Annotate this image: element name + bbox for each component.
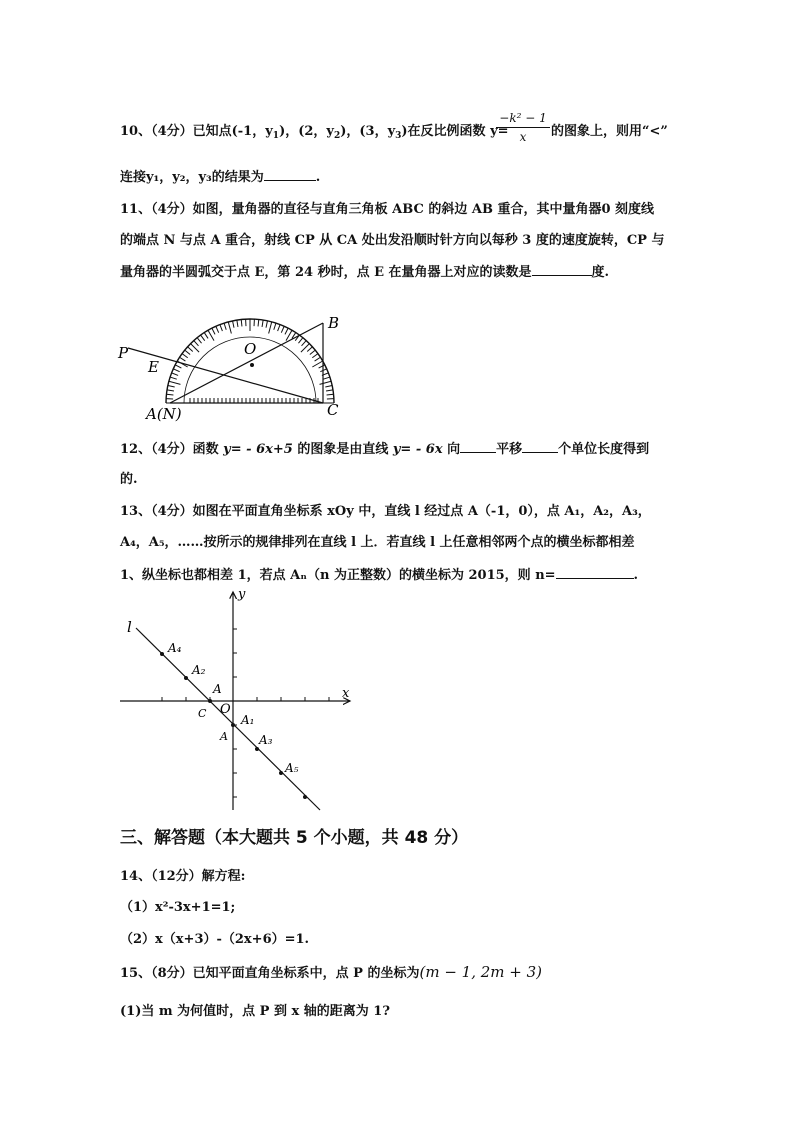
- sub: 1: [272, 131, 280, 141]
- q15-text: 15、（8分）已知平面直角坐标系中，点 P 的坐标为: [120, 966, 420, 981]
- q10-text: .: [315, 170, 321, 185]
- label-A5: A₅: [285, 761, 299, 775]
- q14-part2: （2）x（x+3）-（2x+6）=1.: [120, 932, 310, 947]
- q13-text: .: [633, 568, 639, 583]
- q10-text: )，(3，y: [340, 124, 396, 139]
- q14-title: 14、（12分）解方程:: [120, 869, 246, 884]
- label-x: x: [342, 686, 350, 701]
- label-l: l: [127, 618, 132, 636]
- q11-line2: 的端点 N 与点 A 重合，射线 CP 从 CA 处出发沿顺时针方向以每秒 3 度的速度旋转，CP 与: [120, 233, 665, 248]
- q12-formula: y= - 6x: [392, 442, 443, 457]
- q14-part1: （1）x²-3x+1=1;: [120, 900, 236, 915]
- q11-text: 量角器的半圆弧交于点 E，第 24 秒时，点 E 在量角器上对应的读数是: [120, 265, 532, 280]
- q13-line2: A₄，A₅，……按所示的规律排列在直线 l 上．若直线 l 上任意相邻两个点的横坐标都相差: [120, 535, 635, 550]
- q10-suffix: 的图象上，则用“<”: [551, 124, 668, 139]
- label-O: O: [244, 340, 257, 358]
- q11-text: 度.: [591, 265, 610, 280]
- q15-part1: (1)当 m 为何值时，点 P 到 x 轴的距离为 1?: [120, 1004, 390, 1019]
- label-A-lower: A: [220, 730, 228, 743]
- q12-line2: 的.: [120, 472, 138, 487]
- label-y: y: [238, 587, 246, 602]
- q10-text: )在反比例函数 y=: [401, 124, 509, 139]
- line-l: [136, 628, 320, 810]
- label-C: C: [327, 401, 339, 419]
- q13-line1: 13、（4分）如图在平面直角坐标系 xOy 中，直线 l 经过点 A（-1，0），点 A₁，A₂，A₃，: [120, 504, 651, 519]
- label-E: E: [148, 358, 159, 376]
- label-A3: A₃: [259, 733, 273, 747]
- sub: 3: [395, 131, 402, 141]
- q12-text: 平移: [496, 442, 523, 457]
- q12-formula: y= - 6x+5: [223, 442, 293, 457]
- q11-line1: 11、（4分）如图，量角器的直径与直角三角板 ABC 的斜边 AB 重合，其中量角器0 刻度线: [120, 202, 655, 217]
- label-A: A: [213, 682, 222, 696]
- q15-title: [120, 962, 542, 981]
- q10-text: )，(2，y: [279, 124, 334, 139]
- section-heading: 三、解答题（本大题共 5 个小题，共 48 分）: [120, 828, 469, 848]
- fraction-denominator: x: [519, 130, 527, 144]
- q10-text: 连接y₁，y₂，y₃的结果为: [120, 170, 264, 185]
- q12-text: 12、（4分）函数: [120, 442, 224, 457]
- q12-text: 的图象是由直线: [292, 442, 393, 457]
- label-A2: A₂: [192, 663, 206, 677]
- label-P: P: [118, 344, 129, 362]
- label-O: O: [220, 702, 231, 717]
- label-C: C: [198, 707, 207, 720]
- fraction-numerator: −k² − 1: [496, 111, 550, 128]
- sub: 2: [333, 131, 341, 141]
- point-P-coordinate: (m − 1, 2m + 3): [419, 963, 542, 981]
- label-A1: A₁: [241, 713, 255, 727]
- label-A4: A₄: [168, 641, 182, 655]
- q10-text: 10、（4分）已知点(-1，y: [120, 124, 273, 139]
- label-B: B: [328, 314, 340, 332]
- q12-text: 向: [442, 442, 461, 457]
- label-A-N: A(N): [146, 405, 182, 423]
- q12-text: 个单位长度得到: [558, 442, 650, 457]
- q13-text: 1、纵坐标也都相差 1，若点 Aₙ（n 为正整数）的横坐标为 2015，则 n=: [120, 568, 556, 583]
